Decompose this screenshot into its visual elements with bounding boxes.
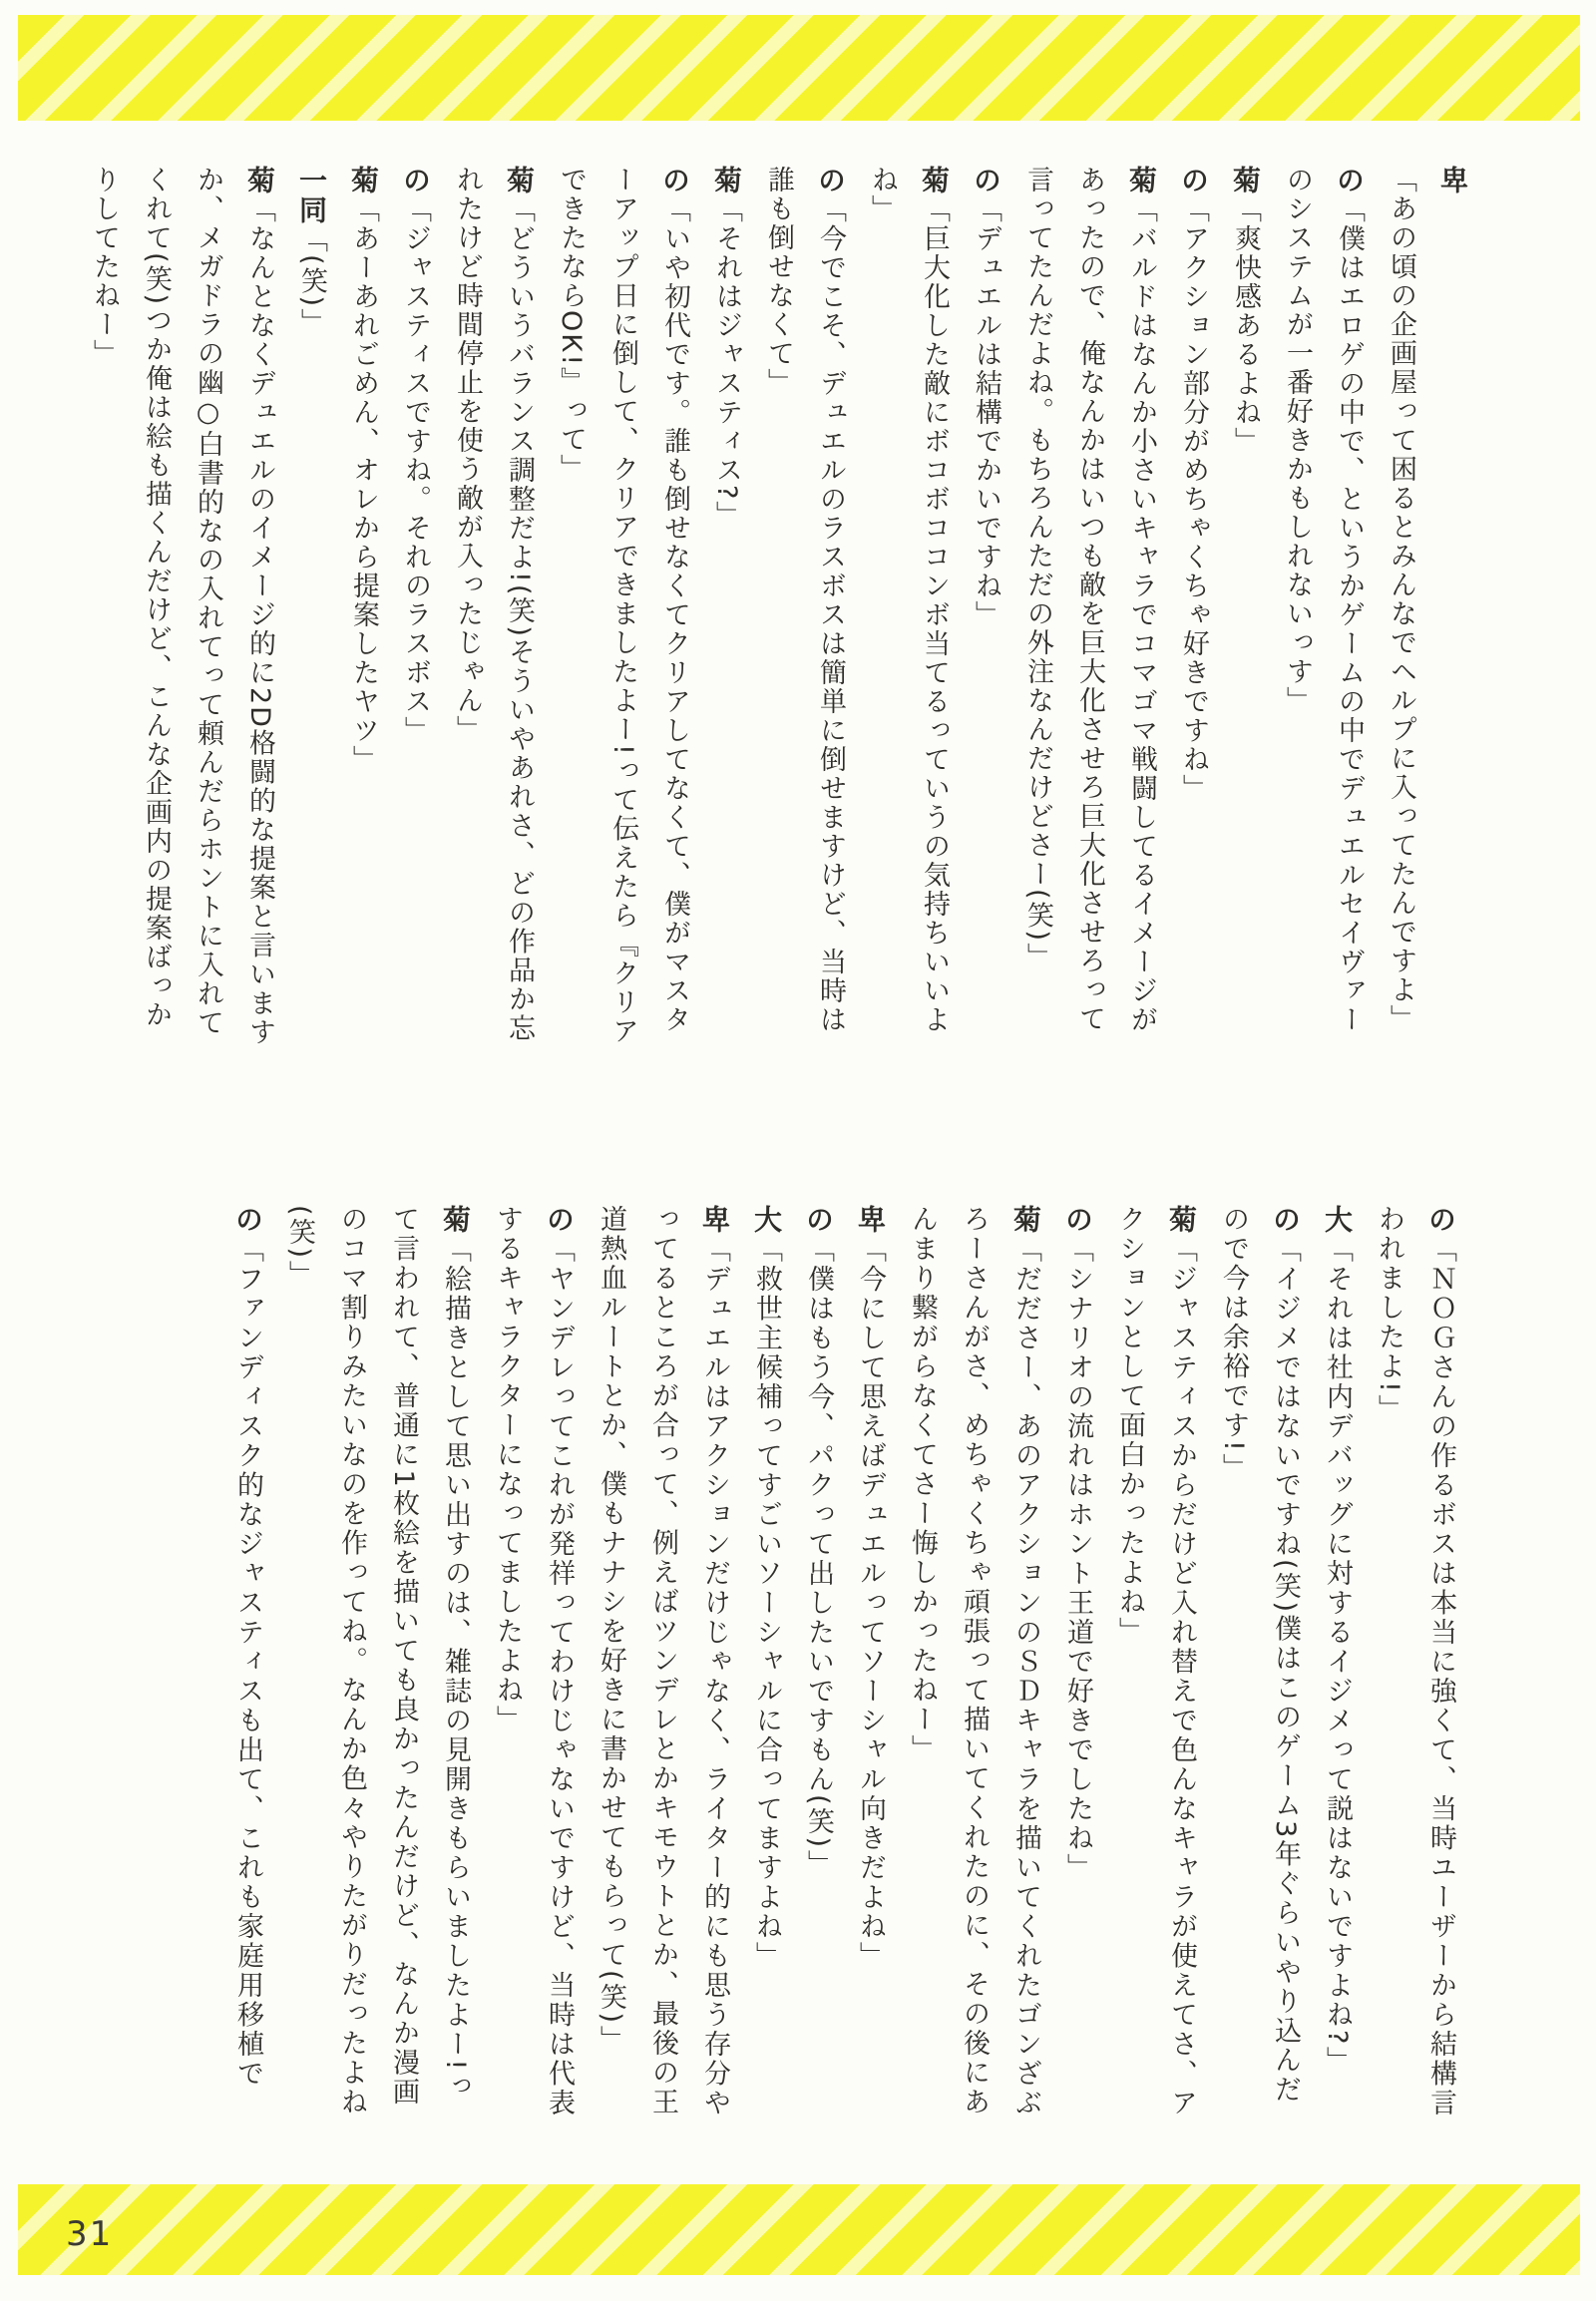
dialogue-turn bbox=[585, 1205, 740, 2128]
dialogue-text: 「デュエルは結構でかいですね」 bbox=[971, 195, 1001, 629]
speaker-label: の bbox=[1269, 1205, 1302, 1236]
dialogue-turn bbox=[337, 166, 389, 1051]
dialogue-turn bbox=[896, 1205, 1051, 2128]
speaker-label: 菊 bbox=[439, 1205, 472, 1236]
dialogue-text: 「どういうバランス調整だよ!(笑)そういやあれさ、どの作品か忘れたけど時間停止を使う敵が入ったじゃん」 bbox=[452, 166, 535, 1043]
dialogue-text: 「アクション部分がめちゃくちゃ好きですね」 bbox=[1178, 195, 1209, 803]
dialogue-turn bbox=[1363, 1205, 1466, 2128]
dialogue-turn bbox=[441, 166, 545, 1051]
dialogue-turn bbox=[856, 166, 960, 1051]
speaker-label: の bbox=[543, 1205, 576, 1236]
dialogue-text: 「それは社内デバッグに対するイジメって説はないですよね?」 bbox=[1322, 1235, 1353, 2077]
speaker-label: 菊 bbox=[503, 166, 536, 195]
dialogue-text: 「僕はもう今、パクって出したいですもん(笑)」 bbox=[803, 1235, 834, 1880]
dialogue-turn bbox=[1375, 166, 1478, 1051]
dialogue-text: 「絵描きとして思い出すのは、雑誌の見開きもらいましたよー!って言われて、普通に1枚絵を描いても良かったんだけど、なんか漫画のコマ割りみたいなのを作ってね。なんか色々やりたがりだったよね(笑)」 bbox=[284, 1205, 471, 2117]
dialogue-text: 「今でこそ、デュエルのラスボスは簡単に倒せますけど、当時は誰も倒せなくて」 bbox=[763, 166, 846, 1034]
speaker-label: の bbox=[802, 1205, 835, 1236]
speaker-label: 卑 bbox=[698, 1205, 731, 1236]
dialogue-turn bbox=[752, 166, 856, 1051]
speaker-label: 卑 bbox=[1436, 166, 1469, 195]
dialogue-text: 「それはジャスティス?」 bbox=[711, 195, 742, 531]
speaker-label: 菊 bbox=[1165, 1205, 1198, 1236]
dialogue-text: 「バルドはなんか小さいキャラでコマゴマ戦闘してるイメージがあったので、俺なんかはいつも敵を巨大化させろ巨大化させろって言ってたんだよね。もちろんただの外注なんだけどさー(笑)」 bbox=[1022, 166, 1157, 1034]
speaker-label: 菊 bbox=[1125, 166, 1158, 195]
speaker-label: 大 bbox=[750, 1205, 783, 1236]
dialogue-text: 「巨大化した敵にボコボココンボ当てるっていうの気持ちいいよね」 bbox=[867, 166, 950, 1034]
speaker-label: の bbox=[1177, 166, 1210, 195]
bottom-stripe-band bbox=[18, 2184, 1580, 2275]
dialogue-turn bbox=[78, 166, 285, 1051]
speaker-label: の bbox=[970, 166, 1002, 195]
speaker-label: 大 bbox=[1321, 1205, 1354, 1236]
dialogue-turn bbox=[481, 1205, 585, 2128]
dialogue-text: 「デュエルはアクションだけじゃなく、ライター的にも思う存分やってるところが合って、例えばツンデレとかキモウトとか、最後の王道熱血ルートとか、僕もナナシを好きに書かせてもらって(笑)」 bbox=[596, 1205, 730, 2118]
dialogue-text: 「イジメではないですね(笑)僕はこのゲーム3年ぐらいやり込んだので今は余裕です!」 bbox=[1218, 1205, 1301, 2106]
speaker-label: 菊 bbox=[1009, 1205, 1042, 1236]
speaker-label: 菊 bbox=[710, 166, 743, 195]
dialogue-text: 「シナリオの流れはホント王道で好きでしたね」 bbox=[1062, 1235, 1093, 1883]
dialogue-turn bbox=[1103, 1205, 1207, 2128]
speaker-label: の bbox=[1061, 1205, 1094, 1236]
dialogue-turn bbox=[285, 166, 337, 1051]
dialogue-turn bbox=[960, 166, 1011, 1051]
dialogue-turn bbox=[1311, 1205, 1363, 2128]
interview-block-bottom bbox=[221, 1205, 1466, 2128]
speaker-label: の bbox=[399, 166, 432, 195]
dialogue-turn bbox=[1219, 166, 1271, 1051]
dialogue-turn bbox=[1271, 166, 1375, 1051]
dialogue-turn bbox=[389, 166, 441, 1051]
speaker-label: の bbox=[1333, 166, 1366, 195]
page-number: 31 bbox=[66, 2214, 114, 2254]
speaker-label: 菊 bbox=[347, 166, 380, 195]
dialogue-text: 「救世主候補ってすごいソーシャルに合ってますよね」 bbox=[751, 1235, 782, 1971]
speaker-label: の bbox=[231, 1205, 264, 1236]
dialogue-text: 「ＮＯＧさんの作るボスは本当に強くて、当時ユーザーから結構言われましたよ!」 bbox=[1374, 1205, 1456, 2118]
dialogue-turn bbox=[1011, 166, 1167, 1051]
dialogue-text: 「(笑)」 bbox=[296, 225, 327, 338]
dialogue-text: 「ファンディスク的なジャスティスも出て、これも家庭用移植で bbox=[232, 1235, 263, 2089]
dialogue-text: 「だださー、あのアクションのＳＤキャラを描いてくれたゴンざぶろーさんがさ、めちゃくちゃ頑張って描いてくれたのに、その後にあんまり繋がらなくてさー悔しかったねー」 bbox=[907, 1205, 1041, 2118]
dialogue-turn bbox=[792, 1205, 844, 2128]
dialogue-turn bbox=[273, 1205, 481, 2128]
dialogue-text: 「あーあれごめん、オレから提案したヤツ」 bbox=[348, 195, 379, 774]
dialogue-text: 「あの頃の企画屋って困るとみんなでヘルプに入ってたんですよ」 bbox=[1386, 166, 1416, 1033]
dialogue-turn bbox=[1167, 166, 1219, 1051]
dialogue-turn bbox=[740, 1205, 792, 2128]
speaker-label: の bbox=[658, 166, 691, 195]
dialogue-turn bbox=[844, 1205, 896, 2128]
dialogue-text: 「今にして思えばデュエルってソーシャル向きだよね」 bbox=[855, 1235, 886, 1971]
speaker-label: 一同 bbox=[295, 166, 328, 225]
speaker-label: 菊 bbox=[918, 166, 951, 195]
speaker-label: 菊 bbox=[243, 166, 276, 195]
dialogue-text: 「ジャスティスですね。それのラスボス」 bbox=[400, 195, 431, 745]
speaker-label: 卑 bbox=[854, 1205, 887, 1236]
dialogue-text: 「ヤンデレってこれが発祥ってわけじゃないですけど、当時は代表するキャラクターになってましたよね」 bbox=[492, 1205, 575, 2118]
dialogue-turn bbox=[700, 166, 752, 1051]
dialogue-turn bbox=[545, 166, 700, 1051]
dialogue-text: 「いや初代です。誰も倒せなくてクリアしてなくて、僕がマスターアップ日に倒して、クリアできましたよー!って伝えたら『クリアできたならОК!』って」 bbox=[556, 166, 690, 1046]
dialogue-text: 「僕はエロゲの中で、というかゲームの中でデュエルセイヴァーのシステムが一番好きかもしれないっす」 bbox=[1282, 166, 1365, 1034]
dialogue-turn bbox=[221, 1205, 273, 2128]
dialogue-text: 「なんとなくデュエルのイメージ的に2D格闘的な提案と言いますか、メガドラの幽○白書的なの入れてって頼んだらホントに入れてくれて(笑)つか俺は絵も描くんだけど、こんな企画内の提案ばっかりしてたねー」 bbox=[89, 166, 275, 1047]
dialogue-turn bbox=[1051, 1205, 1103, 2128]
interview-block-top bbox=[78, 166, 1478, 1051]
dialogue-text: 「ジャスティスからだけど入れ替えで色んなキャラが使えてさ、アクションとして面白かったよね」 bbox=[1114, 1205, 1197, 2118]
speaker-label: の bbox=[814, 166, 847, 195]
speaker-label: 菊 bbox=[1229, 166, 1262, 195]
top-stripe-band bbox=[18, 15, 1580, 121]
dialogue-turn bbox=[1207, 1205, 1311, 2128]
dialogue-text: 「爽快感あるよね」 bbox=[1230, 195, 1261, 456]
speaker-label: の bbox=[1424, 1205, 1457, 1236]
